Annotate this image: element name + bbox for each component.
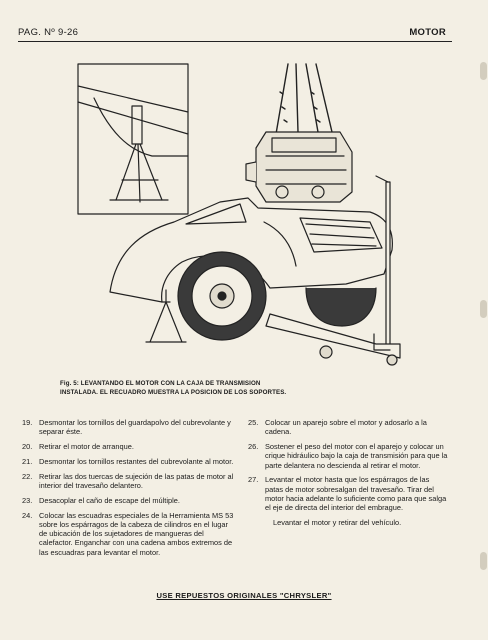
page-number: PAG. Nº 9-26 bbox=[18, 27, 79, 38]
step-text: Retirar el motor de arranque. bbox=[39, 442, 134, 452]
section-title: MOTOR bbox=[409, 27, 446, 38]
step-text: Levantar el motor hasta que los espárragos de las patas de motor sobresalgan del travesaño. Tirar del motor hacia adelante lo suficiente como para que salga el eje de directa del interior del embrague. bbox=[265, 475, 447, 513]
steps-right-column bbox=[248, 418, 448, 527]
step-text: Desacoplar el caño de escape del múltiple. bbox=[39, 495, 180, 505]
closing-instruction: Levantar el motor y retirar del vehículo. bbox=[273, 518, 402, 528]
figure-caption bbox=[60, 379, 390, 397]
steps-left-column bbox=[22, 418, 236, 563]
step-25 bbox=[248, 418, 448, 437]
rear-wheel bbox=[306, 288, 376, 326]
step-number: 27. bbox=[248, 475, 259, 485]
step-number: 25. bbox=[248, 418, 259, 427]
step-21 bbox=[22, 457, 236, 466]
step-number: 21. bbox=[22, 456, 33, 466]
step-number: 19. bbox=[22, 418, 33, 427]
step-number: 22. bbox=[22, 471, 33, 481]
front-wheel bbox=[178, 252, 266, 340]
page-header bbox=[18, 27, 446, 41]
engine-lift-illustration bbox=[70, 52, 410, 374]
step-20 bbox=[22, 442, 236, 451]
binder-hole-mark bbox=[480, 300, 487, 318]
step-23 bbox=[22, 496, 236, 505]
step-text: Desmontar los tornillos del guardapolvo del cubrevolante y separar éste. bbox=[39, 418, 231, 437]
hoist-chains bbox=[276, 64, 332, 134]
header-rule bbox=[18, 41, 452, 42]
binder-hole-mark bbox=[480, 552, 487, 570]
step-text: Retirar las dos tuercas de sujeción de las patas de motor al interior del travesaño delantero. bbox=[39, 471, 234, 490]
caption-line-1: Fig. 5: LEVANTANDO EL MOTOR CON LA CAJA DE TRANSMISION bbox=[60, 380, 261, 387]
caption-line-2: INSTALADA. EL RECUADRO MUESTRA LA POSICION DE LOS SOPORTES. bbox=[60, 389, 287, 396]
step-24 bbox=[22, 511, 236, 557]
step-19 bbox=[22, 418, 236, 437]
step-number: 23. bbox=[22, 495, 33, 505]
step-number: 26. bbox=[248, 442, 259, 452]
step-text: Sostener el peso del motor con el aparejo y colocar un crique hidráulico bajo la caja de transmisión para que la parte delantera no descienda al retirar el motor. bbox=[265, 442, 448, 470]
jack-stand-inset bbox=[78, 64, 188, 214]
binder-hole-mark bbox=[480, 62, 487, 80]
page-footer bbox=[0, 591, 488, 600]
step-number: 20. bbox=[22, 442, 33, 452]
footer-text: USE REPUESTOS ORIGINALES "CHRYSLER" bbox=[156, 591, 332, 600]
engine bbox=[246, 132, 352, 202]
step-text: Colocar un aparejo sobre el motor y adosarlo a la cadena. bbox=[265, 418, 427, 437]
step-number: 24. bbox=[22, 510, 33, 520]
step-text: Desmontar los tornillos restantes del cubrevolante al motor. bbox=[39, 456, 234, 466]
step-27 bbox=[248, 475, 448, 512]
step-26 bbox=[248, 442, 448, 470]
step-text: Colocar las escuadras especiales de la Herramienta MS 53 sobre los espárragos de la cabeza de cilindros en el lugar de ubicación de los sujetadores de mangueras del calefactor. Enganchar con una cadena ambos extremos de las escuadras para levantar el motor. bbox=[39, 510, 234, 557]
step-22 bbox=[22, 472, 236, 491]
